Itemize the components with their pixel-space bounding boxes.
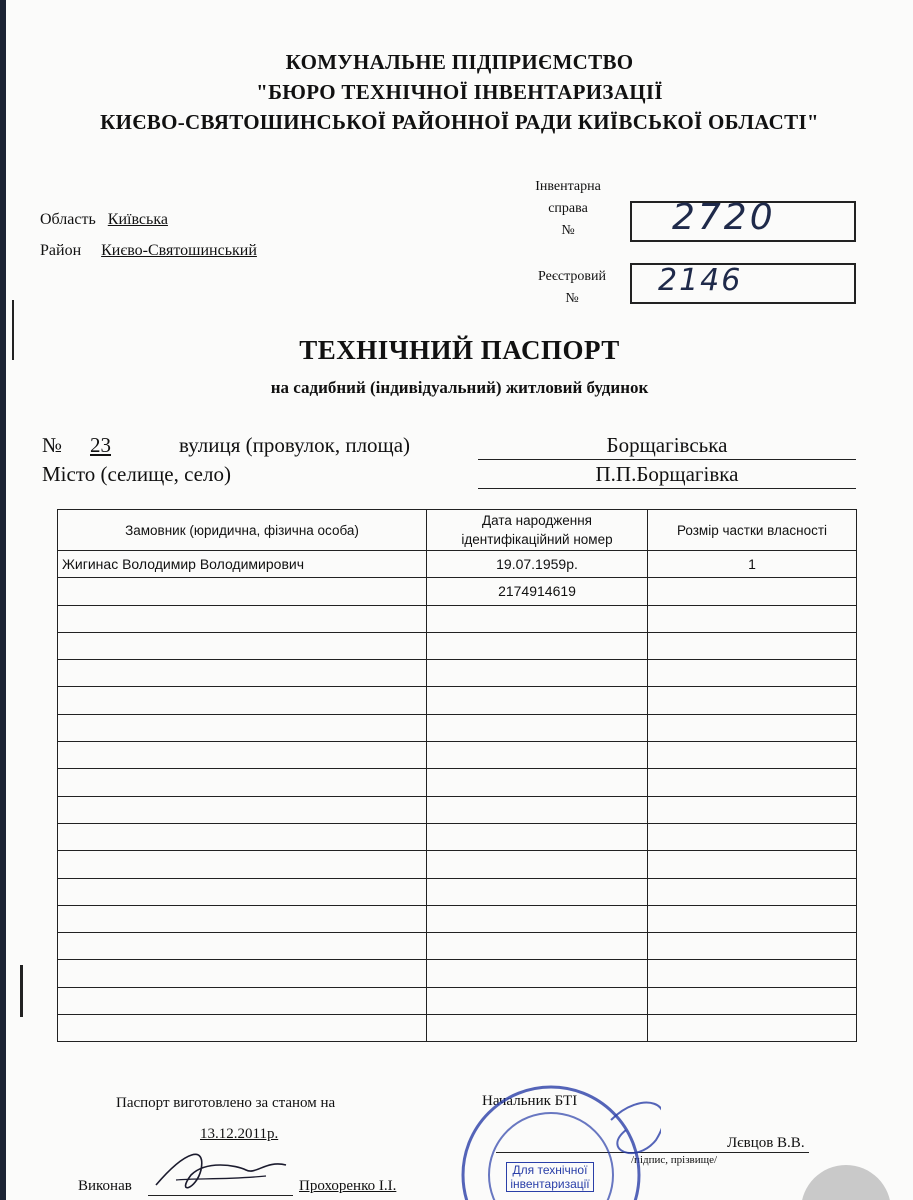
signature-hint: /підпис, прізвище/: [631, 1154, 718, 1166]
table-row: [58, 851, 857, 878]
cell-owner: [58, 960, 427, 987]
cell-birthdate-id: [427, 1015, 648, 1042]
city-value: П.П.Борщагівка: [595, 462, 739, 486]
table-row: [58, 660, 857, 687]
cell-owner: [58, 933, 427, 960]
cell-owner: [58, 1015, 427, 1042]
binding-mark: [20, 965, 23, 1017]
raion-row: [40, 242, 257, 260]
cell-birthdate-id: [427, 905, 648, 932]
table-row: [58, 578, 857, 605]
street-underline: [478, 459, 856, 460]
cell-birthdate-id: [427, 987, 648, 1014]
inventory-number: 2720: [672, 197, 776, 238]
cell-owner: [58, 687, 427, 714]
executor-label: Виконав: [78, 1178, 132, 1194]
prepared-label: Паспорт виготовлено за станом на: [116, 1095, 336, 1111]
cell-share: [648, 687, 857, 714]
inventory-label: [528, 176, 608, 242]
city-label: Місто (селище, село): [42, 462, 231, 486]
registry-label: [528, 266, 616, 310]
cell-share: [648, 605, 857, 632]
house-number-value: 23: [90, 433, 111, 457]
raion-value: Києво-Святошинський: [101, 242, 257, 259]
oblast-row: [40, 211, 168, 229]
cell-owner: [58, 823, 427, 850]
oblast-value: Київська: [107, 211, 168, 228]
table-row: [58, 796, 857, 823]
cell-share: [648, 714, 857, 741]
cell-owner: [58, 987, 427, 1014]
cell-share: [648, 769, 857, 796]
header-line-1: КОМУНАЛЬНЕ ПІДПРИЄМСТВО: [285, 50, 634, 74]
cell-share: [648, 878, 857, 905]
street-value: Борщагівська: [606, 433, 728, 457]
cell-owner: [58, 769, 427, 796]
table-row: [58, 714, 857, 741]
cell-birthdate-id: [427, 714, 648, 741]
cell-owner: [58, 632, 427, 659]
prepared-date: 13.12.2011р.: [200, 1126, 279, 1142]
cell-share: [648, 632, 857, 659]
cell-birthdate-id: [427, 742, 648, 769]
cell-owner: [58, 796, 427, 823]
house-number-label: №: [42, 433, 63, 457]
stamp-text-line: інвентаризації: [510, 1177, 590, 1191]
table-row: [58, 605, 857, 632]
cell-birthdate-id: 19.07.1959р.: [427, 551, 648, 578]
cell-owner: [58, 851, 427, 878]
cell-share: [648, 742, 857, 769]
cell-birthdate-id: [427, 933, 648, 960]
cell-share: [648, 1015, 857, 1042]
cell-birthdate-id: [427, 823, 648, 850]
table-header-row: [58, 510, 857, 551]
expand-button[interactable]: [801, 1165, 891, 1200]
cell-owner: [58, 605, 427, 632]
cell-owner: [58, 714, 427, 741]
street-label: вулиця (провулок, площа): [179, 433, 411, 457]
head-name: Лєвцов В.В.: [727, 1135, 805, 1151]
column-header-birthdate-id: Дата народження ідентифікаційний номер: [427, 510, 648, 551]
cell-share: [648, 960, 857, 987]
cell-birthdate-id: [427, 605, 648, 632]
cell-birthdate-id: [427, 851, 648, 878]
cell-share: [648, 660, 857, 687]
document-title: ТЕХНІЧНИЙ ПАСПОРТ: [299, 335, 620, 365]
cell-owner: [58, 660, 427, 687]
cell-birthdate-id: [427, 796, 648, 823]
cell-owner: [58, 878, 427, 905]
table-row: [58, 769, 857, 796]
cell-owner: [58, 742, 427, 769]
table-row: [58, 742, 857, 769]
registry-label-line: Реєстровий: [538, 269, 606, 284]
cell-share: [648, 905, 857, 932]
cell-share: [648, 796, 857, 823]
head-label: Начальник БТІ: [482, 1093, 578, 1109]
oblast-label: Область: [40, 211, 96, 228]
inventory-label-line: №: [561, 223, 575, 238]
cell-share: [648, 987, 857, 1014]
executor-name: Прохоренко І.І.: [299, 1178, 397, 1194]
column-header-owner: Замовник (юридична, фізична особа): [58, 510, 427, 551]
cell-birthdate-id: [427, 960, 648, 987]
city-underline: [478, 488, 856, 489]
registry-label-line: №: [565, 291, 579, 306]
cell-share: [648, 851, 857, 878]
table-row: [58, 933, 857, 960]
document-subtitle: на садибний (індивідуальний) житловий будинок: [270, 378, 649, 397]
inventory-label-line: справа: [548, 201, 588, 216]
executor-signature: [146, 1140, 296, 1200]
table-row: [58, 823, 857, 850]
table-row: [58, 960, 857, 987]
cell-share: [648, 933, 857, 960]
cell-birthdate-id: [427, 769, 648, 796]
stamp-text-line: Для технічної: [512, 1163, 588, 1177]
cell-owner: Жигинас Володимир Володимирович: [58, 551, 427, 578]
document-page: [6, 0, 913, 1200]
column-header-share: Розмір частки власності: [648, 510, 857, 551]
header-line-3: КИЄВО-СВЯТОШИНСЬКОЇ РАЙОННОЇ РАДИ КИЇВСЬКОЇ ОБЛАСТІ": [100, 110, 819, 134]
owners-table: [57, 509, 857, 1042]
raion-label: Район: [40, 242, 82, 259]
registry-number-box: [630, 263, 856, 304]
table-row: [58, 687, 857, 714]
table-row: [58, 1015, 857, 1042]
table-row: [58, 878, 857, 905]
cell-birthdate-id: [427, 632, 648, 659]
inventory-number-box: [630, 197, 856, 242]
table-row: [58, 987, 857, 1014]
cell-birthdate-id: 2174914619: [427, 578, 648, 605]
table-row: [58, 551, 857, 578]
cell-owner: [58, 905, 427, 932]
table-row: [58, 905, 857, 932]
inventory-label-line: Інвентарна: [535, 179, 601, 194]
registry-number: 2146: [658, 263, 743, 298]
cell-owner: [58, 578, 427, 605]
cell-share: [648, 823, 857, 850]
cell-birthdate-id: [427, 660, 648, 687]
cell-share: 1: [648, 551, 857, 578]
header-line-2: "БЮРО ТЕХНІЧНОЇ ІНВЕНТАРИЗАЦІЇ: [256, 80, 663, 104]
table-row: [58, 632, 857, 659]
cell-birthdate-id: [427, 687, 648, 714]
cell-share: [648, 578, 857, 605]
stamp-text: [506, 1162, 594, 1192]
cell-birthdate-id: [427, 878, 648, 905]
